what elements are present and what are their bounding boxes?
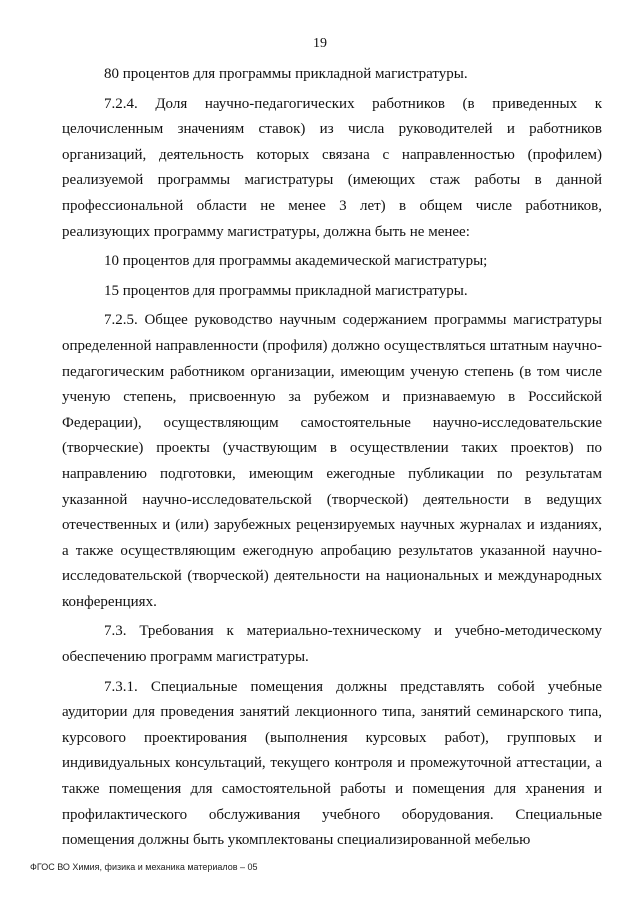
paragraph-7-2-4: 7.2.4. Доля научно-педагогических работников (в приведенных к целочисленным значениям ставок) из числа руководителей и работников организаций, деятельность которых связана с направленностью (профилем) реализуемой программы магистратуры (имеющих стаж работы в данной профессиональной области не менее 3 лет) в общем числе работников, реализующих программу магистратуры, должна быть не менее: — [62, 95, 602, 240]
page-footer: ФГОС ВО Химия, физика и механика материалов – 05 — [30, 862, 258, 872]
document-body — [62, 62, 602, 854]
section-heading-7-3: 7.3. Требования к материально-техническому и учебно-методическому обеспечению программ магистратуры. — [62, 623, 602, 666]
paragraph-percent-applied-1: 80 процентов для программы прикладной магистратуры. — [104, 66, 468, 82]
paragraph-7-3-1: 7.3.1. Специальные помещения должны представлять собой учебные аудитории для проведения занятий лекционного типа, занятий семинарского типа, курсового проектирования (выполнения курсовых работ), групповых и индивидуальных консультаций, текущего контроля и промежуточной аттестации, а также помещения для самостоятельной работы и помещения для хранения и профилактического обслуживания учебного оборудования. Специальные помещения должны быть укомплектованы специализированной мебелью — [62, 678, 602, 849]
paragraph-percent-applied-2: 15 процентов для программы прикладной магистратуры. — [104, 282, 468, 299]
page-number: 19 — [313, 36, 327, 51]
paragraph-7-2-5: 7.2.5. Общее руководство научным содержанием программы магистратуры определенной направленности (профиля) должно осуществляться штатным научно-педагогическим работником организации, имеющим ученую степень (в том числе ученую степень, присвоенную за рубежом и признаваемую в Российской Федерации), осуществляющим самостоятельные научно-исследовательские (творческие) проекты (участвующим в осуществлении таких проектов) по направлению подготовки, имеющим ежегодные публикации по результатам указанной научно-исследовательской (творческой) деятельности в ведущих отечественных и (или) зарубежных рецензируемых научных журналах и изданиях, а также осуществляющим ежегодную апробацию результатов указанной научно-исследовательской (творческой) деятельности на национальных и международных конференциях. — [62, 312, 602, 610]
paragraph-percent-academic: 10 процентов для программы академической магистратуры; — [104, 253, 488, 270]
